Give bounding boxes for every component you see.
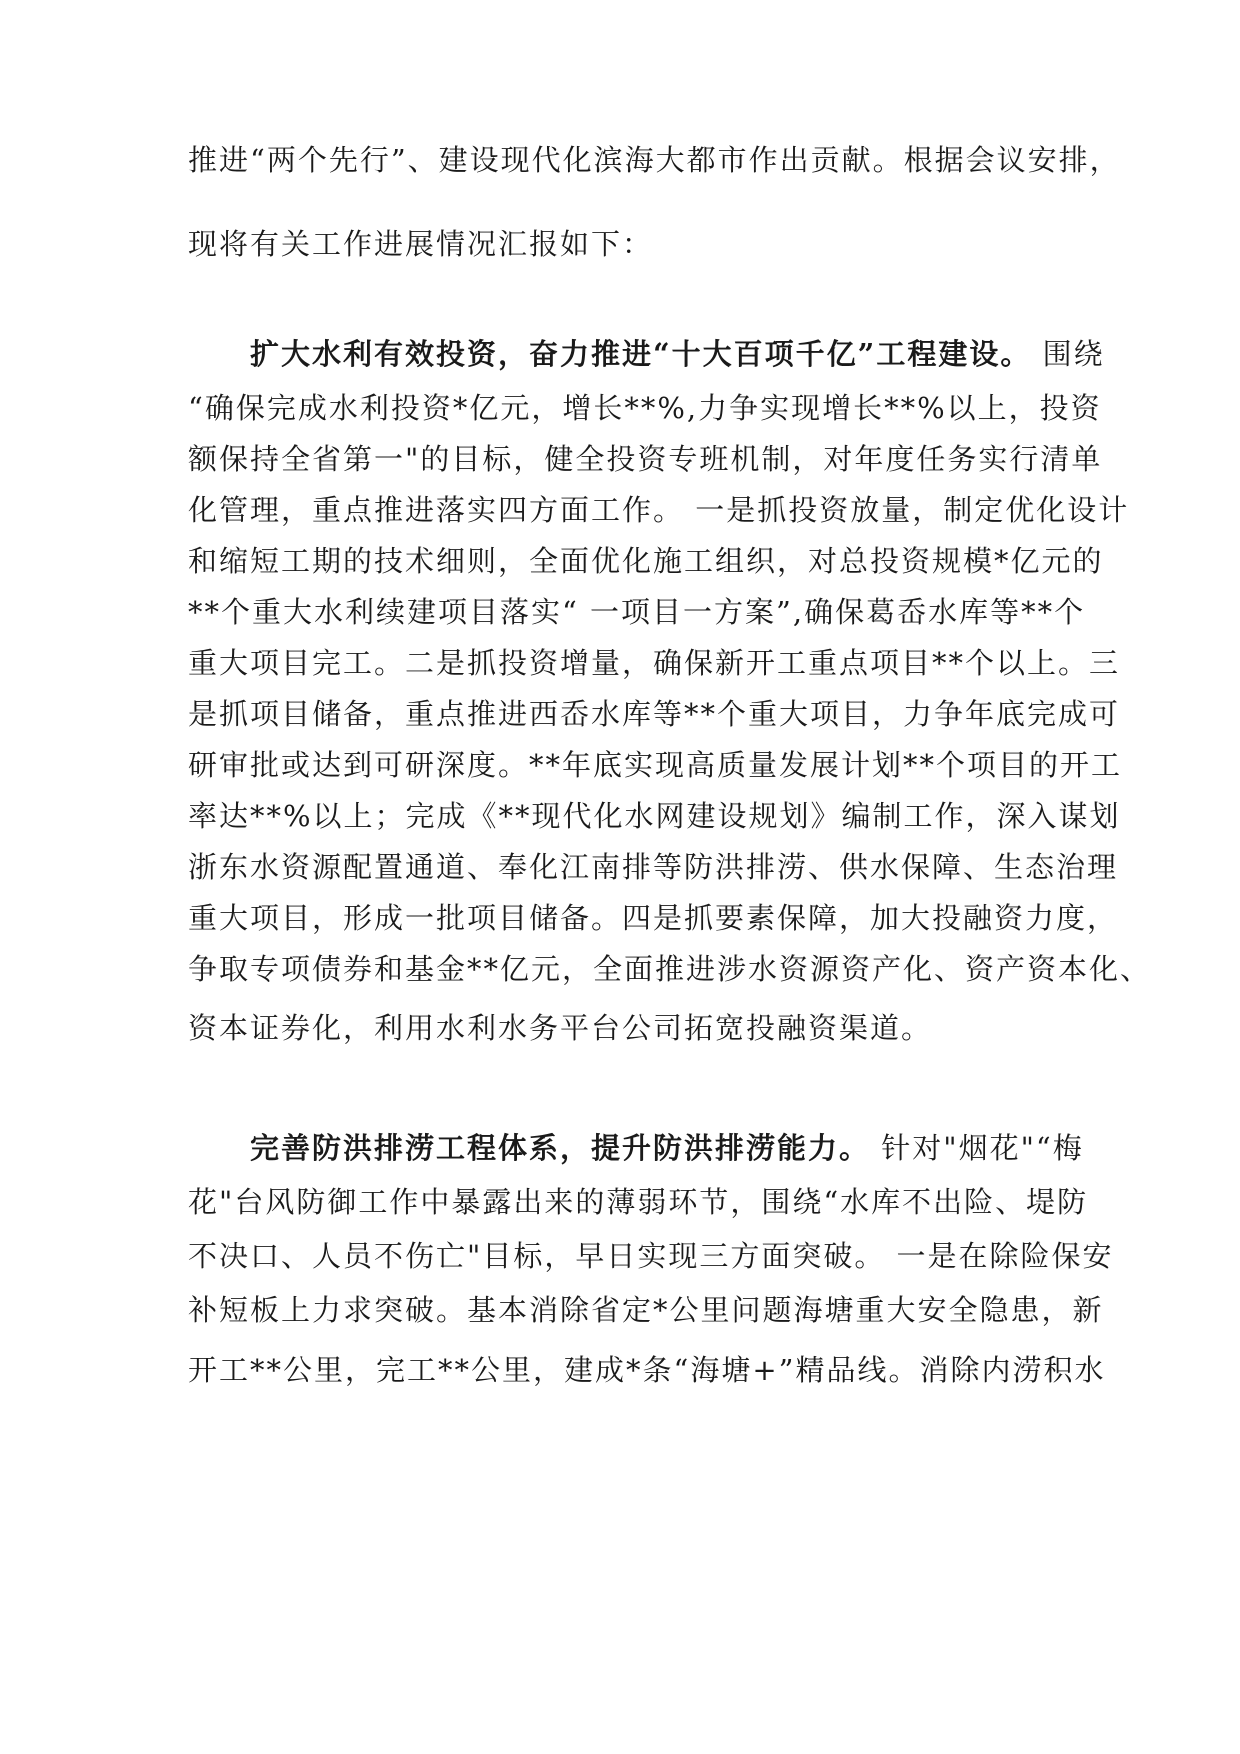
section1-line: 是抓项目储备，重点推进西岙水库等**个重大项目，力争年底完成可 (188, 697, 1121, 731)
section1-line: **个重大水利续建项目落实“ 一项目一方案”,确保葛岙水库等**个 (188, 595, 1086, 629)
section1-line: 率达**%以上；完成《**现代化水网建设规划》编制工作，深入谋划 (188, 799, 1121, 833)
section1-line: “确保完成水利投资*亿元，增长**%,力争实现增长**%以上，投资 (188, 391, 1102, 425)
section1-line: 浙东水资源配置通道、奉化江南排等防洪排涝、供水保障、生态治理 (188, 850, 1119, 884)
section2-heading-tail: 针对"烟花"“梅 (881, 1131, 1084, 1165)
section1-heading-tail: 围绕 (1042, 337, 1105, 371)
section2-heading: 完善防洪排涝工程体系，提升防洪排涝能力。 (250, 1131, 871, 1165)
section1-line: 资本证券化，利用水利水务平台公司拓宽投融资渠道。 (188, 1011, 933, 1045)
section1-line: 争取专项债券和基金**亿元，全面推进涉水资源资产化、资产资本化、 (188, 952, 1152, 986)
section1-line: 研审批或达到可研深度。**年底实现高质量发展计划**个项目的开工 (188, 748, 1123, 782)
section2-line: 开工**公里，完工**公里，建成*条“海塘+”精品线。消除内涝积水 (188, 1353, 1106, 1387)
section1-line: 和缩短工期的技术细则，全面优化施工组织，对总投资规模*亿元的 (188, 544, 1104, 578)
section2-line: 花"台风防御工作中暴露出来的薄弱环节，围绕“水库不出险、堤防 (188, 1185, 1089, 1219)
section1-line: 额保持全省第一"的目标，健全投资专班机制，对年度任务实行清单 (188, 442, 1103, 476)
section1-line: 重大项目，形成一批项目储备。四是抓要素保障，加大投融资力度， (188, 901, 1119, 935)
section1-heading: 扩大水利有效投资，奋力推进“十大百项千亿”工程建设。 (250, 337, 1032, 371)
intro-line-2: 现将有关工作进展情况汇报如下： (188, 227, 654, 261)
section1-heading-line (250, 334, 1105, 374)
intro-line-1: 推进“两个先行”、建设现代化滨海大都市作出贡献。根据会议安排， (188, 143, 1121, 177)
section2-line: 补短板上力求突破。基本消除省定*公里问题海塘重大安全隐患，新 (188, 1293, 1104, 1327)
section1-line: 化管理，重点推进落实四方面工作。 一是抓投资放量，制定优化设计 (188, 493, 1130, 527)
section2-heading-line (250, 1128, 1084, 1168)
section1-line: 重大项目完工。二是抓投资增量，确保新开工重点项目**个以上。三 (188, 646, 1121, 680)
section2-line: 不决口、人员不伤亡"目标，早日实现三方面突破。 一是在除险保安 (188, 1239, 1114, 1273)
